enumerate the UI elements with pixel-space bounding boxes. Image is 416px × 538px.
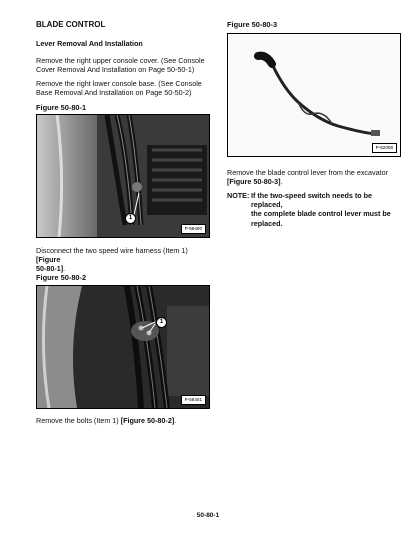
note-prefix: NOTE: (227, 191, 250, 200)
figure-reference: [Figure (36, 255, 61, 265)
caption-text: . (280, 177, 283, 187)
caption-text: Remove the bolts (Item 1) (36, 416, 121, 425)
caption-line (227, 177, 399, 186)
figure-reference: [Figure 50-80-2] (120, 416, 175, 425)
figure-reference: 50-80-1] (36, 264, 64, 274)
figure-1-photo (36, 114, 210, 238)
figure-1-code: P-58400 (181, 224, 206, 234)
paragraph-line: Remove the right upper console cover. (See Console (36, 56, 205, 65)
note-line: If the two-speed switch needs to be replaced, (251, 191, 373, 210)
section-title: BLADE CONTROL (36, 20, 106, 29)
caption-text: Disconnect the two speed wire harness (Item 1) (36, 246, 188, 255)
figure-3-code: P-52008 (372, 143, 397, 153)
caption-text: . (63, 264, 66, 274)
note-line: replaced. (251, 218, 283, 228)
figure-reference: [Figure 50-80-3] (227, 177, 281, 187)
figure-2-photo (36, 285, 210, 409)
figure-1-illustration (37, 115, 209, 237)
figure-3-photo (227, 33, 401, 157)
figure-2-callout: 1 (156, 317, 167, 328)
figure-3-illustration (228, 34, 400, 156)
caption-text: . (174, 416, 177, 425)
subsection-title: Lever Removal And Installation (36, 39, 143, 48)
paragraph-line: Cover Removal And Installation on Page 50-50-1) (36, 65, 195, 75)
figure-2-illustration (37, 286, 209, 408)
figure-2-label: Figure 50-80-2 (36, 273, 87, 282)
caption-figure-3 (227, 168, 399, 186)
caption-figure-2 (36, 416, 214, 425)
page-number: 50-80-1 (196, 512, 220, 519)
paragraph-line: Base Removal And Installation on Page 50-50-2) (36, 88, 192, 98)
figure-3-label: Figure 50-80-3 (227, 20, 278, 29)
paragraph-console-base (36, 79, 214, 97)
paragraph-line: Remove the right lower console base. (See Console (36, 79, 202, 88)
paragraph-console-cover (36, 56, 214, 74)
figure-1-callout: 1 (125, 213, 136, 224)
note-line: the complete blade control lever must be (251, 209, 391, 219)
figure-2-code: P-58401 (181, 395, 206, 405)
caption-figure-1 (36, 246, 214, 274)
figure-1-label: Figure 50-80-1 (36, 103, 87, 112)
caption-line: Remove the blade control lever from the excavator (227, 168, 388, 177)
caption-line (36, 246, 214, 264)
